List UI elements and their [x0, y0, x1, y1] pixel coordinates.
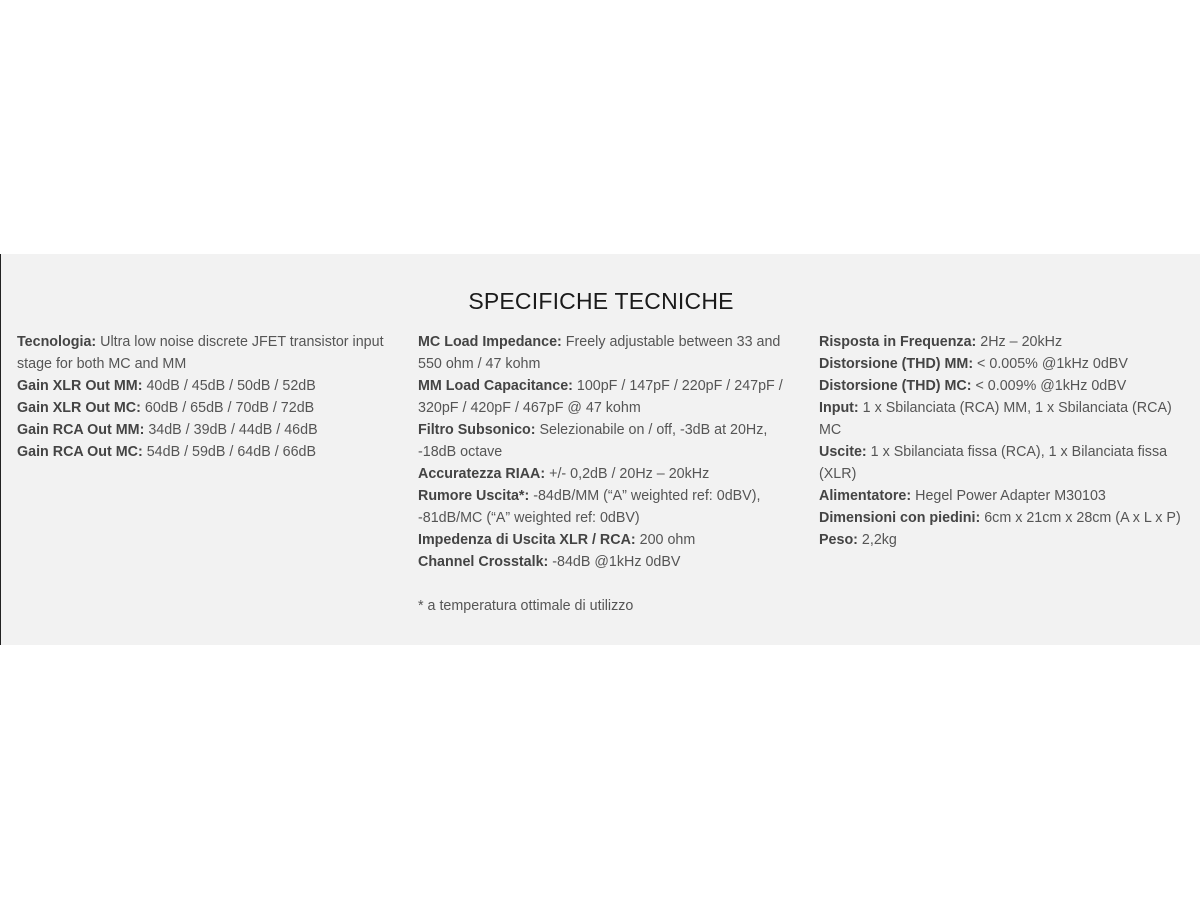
spec-value: < 0.009% @1kHz 0dBV [971, 378, 1127, 394]
spec-value: 54dB / 59dB / 64dB / 66dB [142, 444, 317, 460]
spec-key: Distorsione (THD) MM: [819, 356, 974, 372]
spec-key: Uscite: [819, 444, 867, 460]
spec-line [17, 397, 387, 419]
spec-line [819, 353, 1189, 375]
spec-key: Gain XLR Out MM: [17, 378, 143, 394]
section-title: SPECIFICHE TECNICHE [468, 288, 734, 314]
spec-line [418, 551, 790, 573]
spec-line [418, 375, 790, 419]
spec-value: +/- 0,2dB / 20Hz – 20kHz [545, 466, 710, 482]
spec-value: -84dB @1kHz 0dBV [548, 554, 681, 570]
specs-panel [0, 254, 1200, 645]
specs-column-3 [819, 331, 1189, 551]
footnote: * a temperatura ottimale di utilizzo [418, 598, 634, 614]
spec-line [17, 441, 387, 463]
spec-line [17, 331, 387, 375]
spec-line [819, 529, 1189, 551]
spec-line [17, 419, 387, 441]
spec-line [418, 419, 790, 463]
spec-key: Impedenza di Uscita XLR / RCA: [418, 532, 636, 548]
spec-key: MC Load Impedance: [418, 334, 562, 350]
spec-key: Dimensioni con piedini: [819, 510, 981, 526]
spec-line [819, 441, 1189, 485]
spec-line [418, 529, 790, 551]
spec-line [819, 397, 1189, 441]
spec-value: < 0.005% @1kHz 0dBV [973, 356, 1128, 372]
spec-key: Channel Crosstalk: [418, 554, 549, 570]
spec-key: Accuratezza RIAA: [418, 466, 546, 482]
spec-value: -84dB/MM (“A” weighted ref: 0dBV), -81dB/MC (“A” weighted ref: 0dBV) [418, 488, 761, 526]
spec-value: Selezionabile on / off, -3dB at 20Hz, -18dB octave [418, 422, 768, 460]
specs-column-1 [17, 331, 387, 463]
spec-value: 100pF / 147pF / 220pF / 247pF / 320pF / 420pF / 467pF @ 47 kohm [418, 378, 783, 416]
spec-value: 60dB / 65dB / 70dB / 72dB [140, 400, 315, 416]
spec-key: Gain RCA Out MC: [17, 444, 143, 460]
spec-key: Risposta in Frequenza: [819, 334, 977, 350]
spec-line [17, 375, 387, 397]
spec-line [418, 485, 790, 529]
spec-key: MM Load Capacitance: [418, 378, 573, 394]
spec-key: Gain XLR Out MC: [17, 400, 141, 416]
spec-value: 40dB / 45dB / 50dB / 52dB [142, 378, 316, 394]
spec-value: 6cm x 21cm x 28cm (A x L x P) [980, 510, 1181, 526]
spec-line [819, 375, 1189, 397]
spec-value: Freely adjustable between 33 and 550 ohm / 47 kohm [418, 334, 781, 372]
spec-line [418, 331, 790, 375]
spec-key: Filtro Subsonico: [418, 422, 536, 438]
spec-value: Ultra low noise discrete JFET transistor input stage for both MC and MM [17, 334, 384, 372]
specs-column-2 [418, 331, 790, 617]
spec-key: Input: [819, 400, 859, 416]
spec-line [819, 507, 1189, 529]
spec-value: 200 ohm [635, 532, 696, 548]
spec-value: Hegel Power Adapter M30103 [911, 488, 1106, 504]
spec-line [819, 485, 1189, 507]
spec-key: Alimentatore: [819, 488, 912, 504]
spec-line [418, 463, 790, 485]
spec-key: Distorsione (THD) MC: [819, 378, 972, 394]
spec-key: Gain RCA Out MM: [17, 422, 145, 438]
spec-value: 34dB / 39dB / 44dB / 46dB [144, 422, 318, 438]
spec-key: Peso: [819, 532, 858, 548]
spec-key: Rumore Uscita*: [418, 488, 530, 504]
spec-value: 2,2kg [857, 532, 897, 548]
spec-line [819, 331, 1189, 353]
spec-value: 2Hz – 20kHz [976, 334, 1063, 350]
spec-value: 1 x Sbilanciata fissa (RCA), 1 x Bilanciata fissa (XLR) [819, 444, 1168, 482]
spec-key: Tecnologia: [17, 334, 97, 350]
spec-value: 1 x Sbilanciata (RCA) MM, 1 x Sbilanciata (RCA) MC [819, 400, 1172, 438]
